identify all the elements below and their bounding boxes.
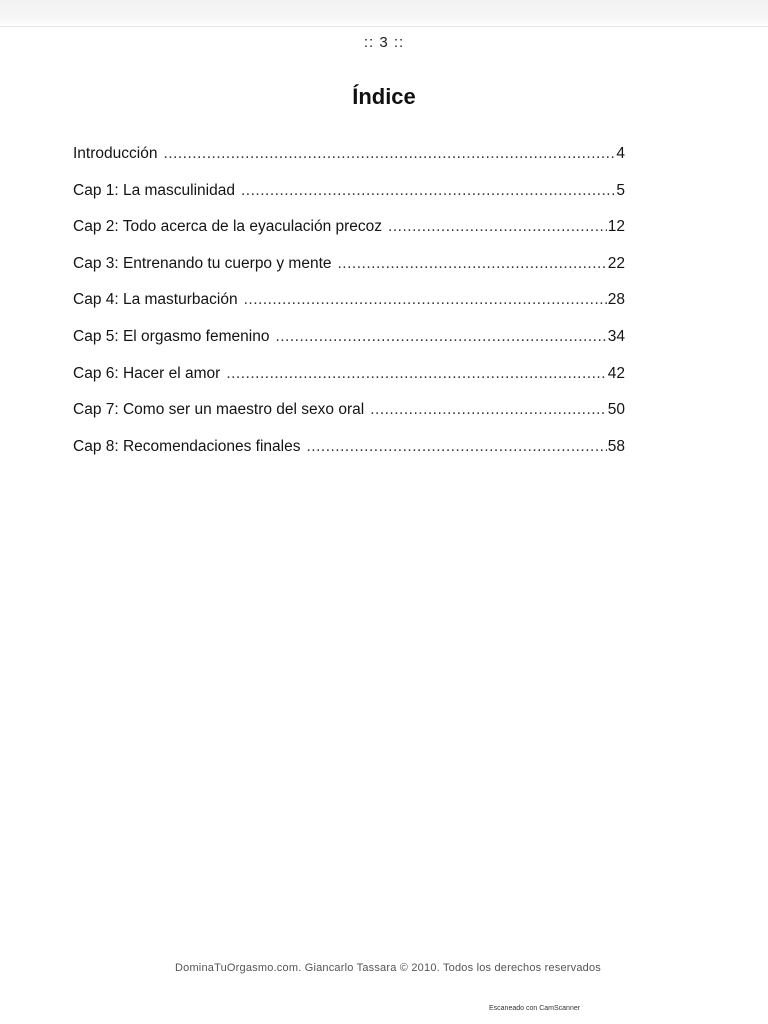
- toc-entry-label: Cap 3: Entrenando tu cuerpo y mente: [73, 254, 332, 272]
- page-title: Índice: [352, 84, 416, 109]
- toc-entry-label: Cap 6: Hacer el amor: [73, 364, 221, 382]
- toc-entry: [73, 401, 625, 438]
- toc-entry-page: 12: [607, 218, 625, 236]
- toc-entry: [73, 328, 625, 365]
- scanner-watermark: Escaneado con CamScanner: [489, 1005, 581, 1012]
- toc-entry-page: 5: [616, 181, 625, 199]
- toc-entry-label: Cap 2: Todo acerca de la eyaculación precoz: [73, 218, 383, 236]
- toc-entry-label: Cap 1: La masculinidad: [73, 181, 235, 199]
- toc-leader-dots: [370, 401, 607, 419]
- toc-entry: [73, 438, 625, 475]
- toc-leader-dots: [338, 255, 607, 273]
- toc-leader-dots: [226, 365, 606, 383]
- toc-leader-dots: [388, 218, 607, 236]
- toc-leader-dots: [275, 328, 606, 346]
- toc-entry: [73, 255, 625, 292]
- toc-entry-page: 58: [607, 437, 625, 455]
- table-of-contents: [73, 145, 625, 474]
- toc-entry-page: 22: [607, 254, 625, 272]
- toc-entry-page: 28: [607, 291, 625, 309]
- toc-entry: [73, 218, 625, 255]
- toc-entry-label: Cap 8: Recomendaciones finales: [73, 437, 301, 455]
- toc-entry: [73, 365, 625, 402]
- page-number: :: 3 ::: [363, 34, 405, 51]
- toc-entry: [73, 291, 625, 328]
- toc-entry-page: 42: [607, 364, 625, 382]
- toc-entry: [73, 182, 625, 219]
- toc-entry-page: 34: [607, 327, 625, 345]
- toc-entry-label: Cap 7: Como ser un maestro del sexo oral: [73, 401, 365, 419]
- toc-entry-label: Cap 5: El orgasmo femenino: [73, 327, 270, 345]
- toc-entry-page: 50: [607, 401, 625, 419]
- toc-leader-dots: [244, 291, 607, 309]
- toc-leader-dots: [306, 438, 606, 456]
- toc-entry-page: 4: [616, 145, 625, 162]
- toc-entry: [73, 145, 625, 182]
- copyright-footer: DominaTuOrgasmo.com. Giancarlo Tassara © 2010. Todos los derechos reservados: [174, 962, 602, 974]
- toc-entry-label: Cap 4: La masturbación: [73, 291, 238, 309]
- toc-leader-dots: [163, 145, 615, 163]
- toc-leader-dots: [241, 182, 615, 200]
- toc-entry-label: Introducción: [73, 145, 158, 162]
- viewer-top-bar: [0, 0, 768, 27]
